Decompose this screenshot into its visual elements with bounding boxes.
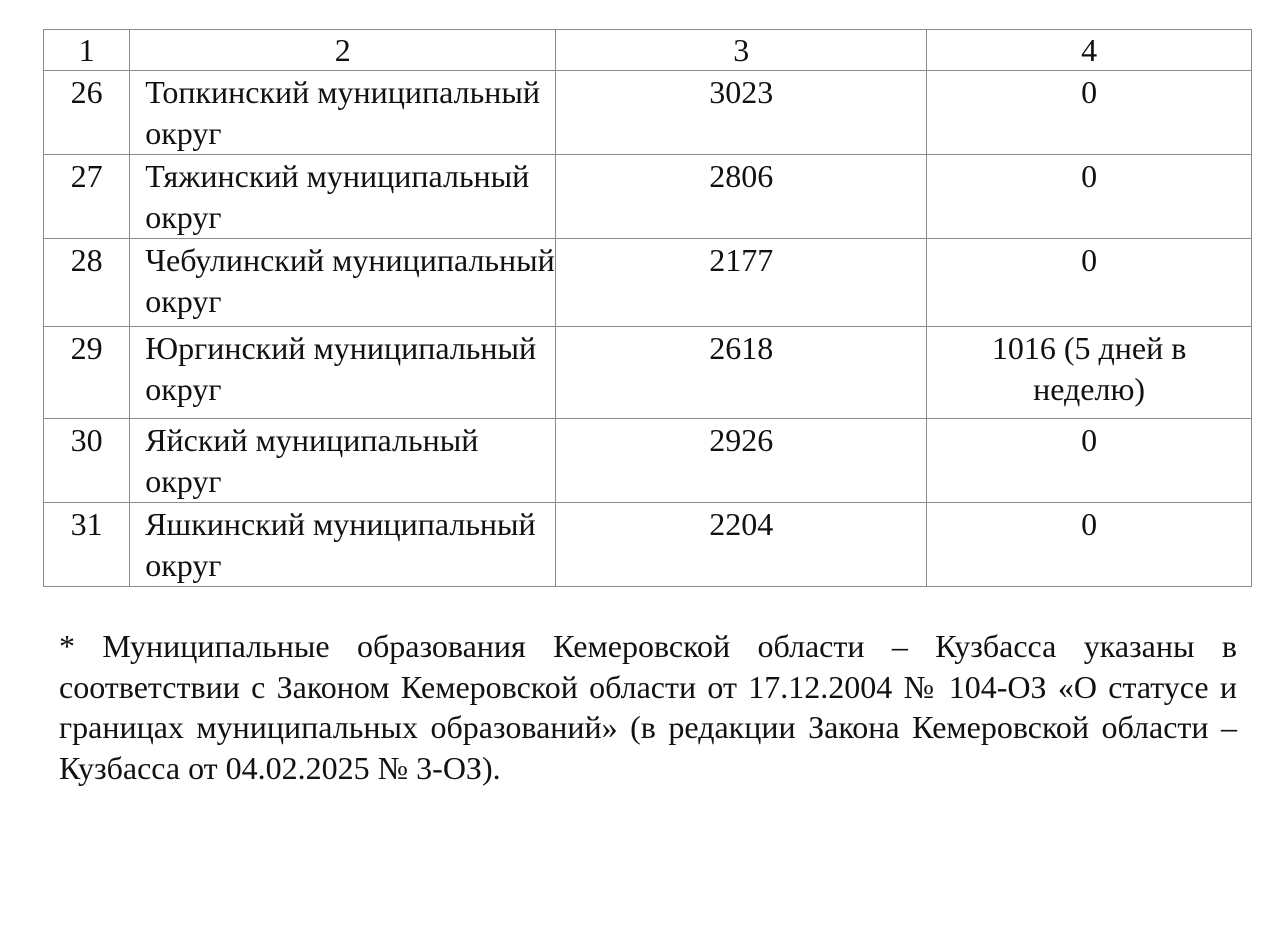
row-number-cell xyxy=(44,71,130,155)
column-3-cell xyxy=(556,503,927,587)
table-row xyxy=(44,503,1252,587)
column-4-value: 0 xyxy=(1081,74,1098,110)
column-4-cell xyxy=(927,419,1252,503)
row-number: 27 xyxy=(70,158,103,194)
municipality-table xyxy=(43,29,1252,587)
row-number-cell xyxy=(44,327,130,419)
column-3-value: 2806 xyxy=(709,158,774,194)
municipality-name-cell xyxy=(130,155,556,239)
municipality-name-cell xyxy=(130,239,556,327)
municipality-name: Тяжинский муниципальный округ xyxy=(145,158,530,235)
column-header-3: 3 xyxy=(556,30,927,71)
municipality-name-cell xyxy=(130,327,556,419)
row-number-cell xyxy=(44,419,130,503)
column-3-cell xyxy=(556,239,927,327)
column-3-value: 3023 xyxy=(709,74,774,110)
row-number-cell xyxy=(44,239,130,327)
municipality-name: Яшкинский муниципальный округ xyxy=(145,506,536,583)
column-3-value: 2926 xyxy=(709,422,774,458)
footnote: * Муниципальные образования Кемеровской области – Кузбасса указаны в соответствии с Законом Кемеровской области от 17.12.2004 № 104-ОЗ «О статусе и границах муниципальных образований» (в редакции Закона Кемеровской области – Кузбасса от 04.02.2025 № 3-ОЗ). xyxy=(59,628,1237,786)
column-4-value: 0 xyxy=(1081,242,1098,278)
row-number: 26 xyxy=(70,74,103,110)
column-4-cell xyxy=(927,71,1252,155)
row-number: 31 xyxy=(70,506,103,542)
table-row xyxy=(44,155,1252,239)
municipality-name: Яйский муниципальный округ xyxy=(145,422,479,499)
municipality-name: Юргинский муниципальный округ xyxy=(145,330,537,407)
column-4-value: 0 xyxy=(1081,506,1098,542)
table-row xyxy=(44,419,1252,503)
municipality-name: Топкинский муниципальный округ xyxy=(145,74,540,151)
column-header-2: 2 xyxy=(130,30,556,71)
column-3-cell xyxy=(556,155,927,239)
column-3-cell xyxy=(556,419,927,503)
column-header-4: 4 xyxy=(927,30,1252,71)
column-4-value: 1016 (5 дней в неделю) xyxy=(991,330,1187,407)
column-4-cell xyxy=(927,503,1252,587)
row-number: 29 xyxy=(70,330,103,366)
column-3-value: 2177 xyxy=(709,242,774,278)
column-4-value: 0 xyxy=(1081,422,1098,458)
table-row xyxy=(44,71,1252,155)
row-number: 28 xyxy=(70,242,103,278)
column-3-cell xyxy=(556,327,927,419)
column-header-1: 1 xyxy=(44,30,130,71)
column-4-value: 0 xyxy=(1081,158,1098,194)
column-3-value: 2204 xyxy=(709,506,774,542)
row-number-cell xyxy=(44,155,130,239)
column-3-cell xyxy=(556,71,927,155)
table-row xyxy=(44,327,1252,419)
row-number: 30 xyxy=(70,422,103,458)
table-header-row xyxy=(44,30,1252,71)
column-4-cell xyxy=(927,327,1252,419)
municipality-name-cell xyxy=(130,71,556,155)
municipality-name: Чебулинский муниципальный округ xyxy=(145,242,555,319)
municipality-name-cell xyxy=(130,503,556,587)
municipality-name-cell xyxy=(130,419,556,503)
column-3-value: 2618 xyxy=(709,330,774,366)
table-row xyxy=(44,239,1252,327)
column-4-cell xyxy=(927,239,1252,327)
column-4-cell xyxy=(927,155,1252,239)
row-number-cell xyxy=(44,503,130,587)
